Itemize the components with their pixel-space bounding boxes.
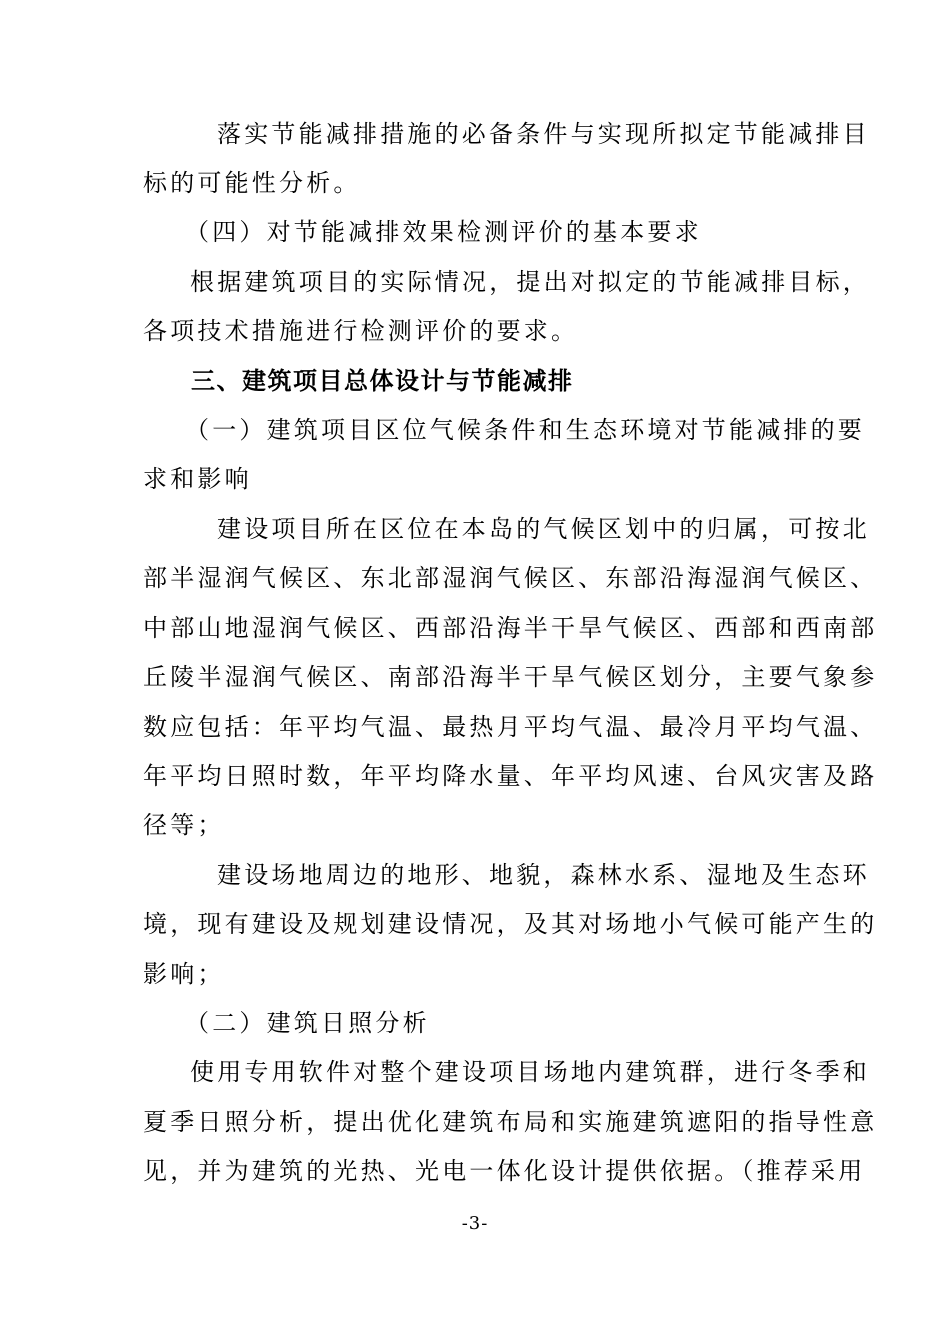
paragraph-line: 根据建筑项目的实际情况，提出对拟定的节能减排目标， bbox=[190, 268, 870, 296]
paragraph-line: 径等； bbox=[143, 811, 225, 839]
paragraph-line: 年平均日照时数，年平均降水量、年平均风速、台风灾害及路 bbox=[143, 762, 878, 790]
paragraph-line: 丘陵半湿润气候区、南部沿海半干旱气候区划分，主要气象参 bbox=[143, 663, 878, 691]
paragraph-line: 建设项目所在区位在本岛的气候区划中的归属，可按北 bbox=[217, 515, 870, 543]
section-subheading: （四）对节能减排效果检测评价的基本要求 bbox=[185, 218, 702, 246]
paragraph-line: 落实节能减排措施的必备条件与实现所拟定节能减排目 bbox=[217, 120, 870, 148]
paragraph-line: 境，现有建设及规划建设情况，及其对场地小气候可能产生的 bbox=[143, 910, 878, 938]
paragraph-line: 影响； bbox=[143, 960, 225, 988]
paragraph-line: 使用专用软件对整个建设项目场地内建筑群，进行冬季和 bbox=[190, 1058, 870, 1086]
section-subheading: （二）建筑日照分析 bbox=[185, 1009, 430, 1037]
paragraph-line: 建设场地周边的地形、地貌，森林水系、湿地及生态环 bbox=[217, 861, 870, 889]
paragraph-line: 中部山地湿润气候区、西部沿海半干旱气候区、西部和西南部 bbox=[143, 614, 878, 642]
paragraph-line: 数应包括：年平均气温、最热月平均气温、最冷月平均气温、 bbox=[143, 713, 878, 741]
paragraph-line: 夏季日照分析，提出优化建筑布局和实施建筑遮阳的指导性意 bbox=[143, 1108, 878, 1136]
paragraph-line: 部半湿润气候区、东北部湿润气候区、东部沿海湿润气候区、 bbox=[143, 564, 878, 592]
paragraph-line: 各项技术措施进行检测评价的要求。 bbox=[143, 317, 579, 345]
section-subheading-continued: 求和影响 bbox=[143, 465, 252, 493]
page-number: -3- bbox=[461, 1213, 489, 1234]
paragraph-line: 标的可能性分析。 bbox=[143, 169, 361, 197]
paragraph-line: 见，并为建筑的光热、光电一体化设计提供依据。（推荐采用 bbox=[143, 1157, 866, 1185]
section-heading: 三、建筑项目总体设计与节能减排 bbox=[191, 367, 574, 395]
section-subheading: （一）建筑项目区位气候条件和生态环境对节能减排的要 bbox=[185, 416, 865, 444]
